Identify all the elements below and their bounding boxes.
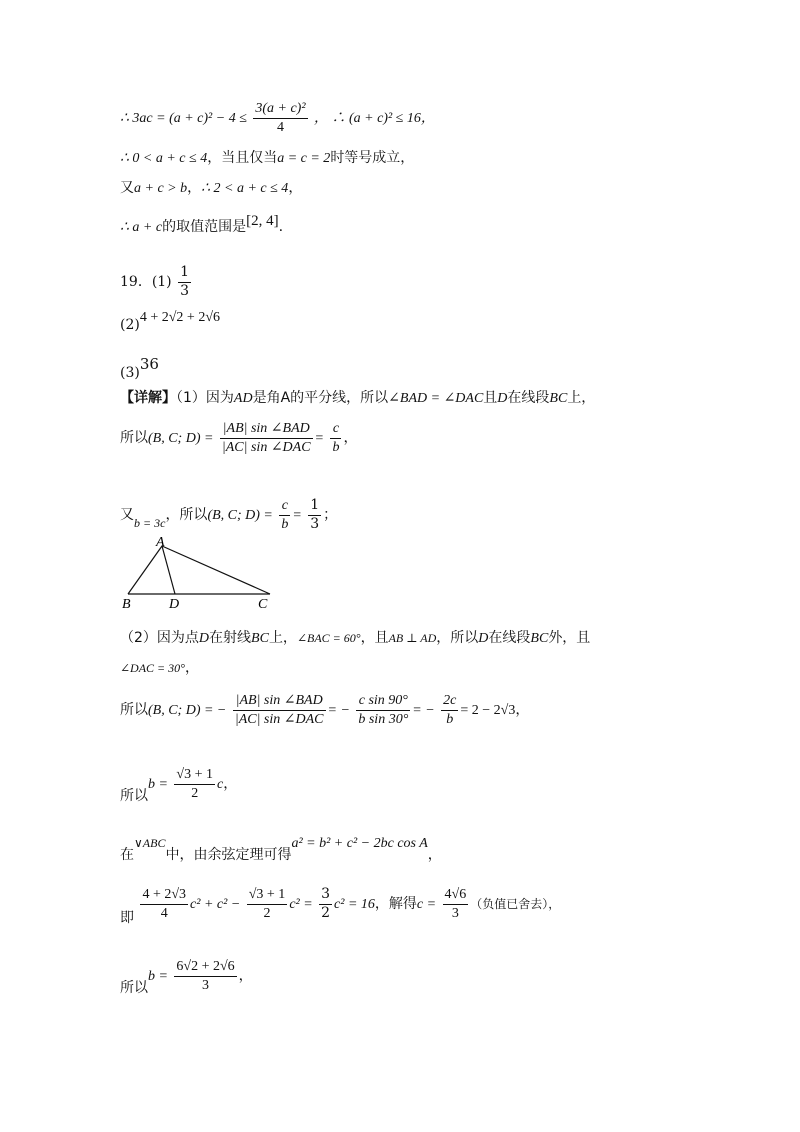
label: (3) [120,365,140,381]
answer-3 [120,357,159,380]
detail-line-4 [120,631,590,646]
var: c [217,777,224,792]
text: . [278,219,284,235]
detail-line-10 [120,958,253,995]
text: ，当且仅当 [207,150,278,166]
text: ，且 [360,630,389,646]
text: 在线段 [507,390,550,406]
fraction: $\frac{c}{b}$ [332,421,340,455]
answer-1 [120,264,193,300]
label: (2) [120,317,140,333]
triangle-figure [118,534,278,614]
text: （1）因为 [176,390,234,406]
text: ， [515,702,530,718]
text: 外，且 [548,630,591,646]
result: = 2 − 2√3 [460,703,516,718]
label-d: D [169,597,180,612]
text: 上， [268,630,297,646]
cross-ratio: (B, C; D) = [148,431,214,446]
text: 在线段 [488,630,531,646]
fraction: $\frac{c}{b}$ [281,498,289,532]
text: ， [187,180,202,196]
perp: AB ⊥ AD [388,631,437,645]
fraction: $\frac{1}{3}$ [310,497,320,532]
text: 所以 [120,788,148,804]
eq: a = c = 2 [277,151,331,166]
text: 中，由余弦定理可得 [165,847,292,863]
text: （2）因为点 [120,630,199,646]
ray: BC [251,631,269,646]
detail-tag: 【详解】 [120,390,176,406]
point: D [478,631,489,646]
text: 又 [120,180,134,196]
text: 的取值范围是 [162,219,247,235]
point: D [198,631,210,646]
ineq: ∴ 2 < a + c ≤ 4 [201,181,289,196]
law-of-cosines: a² = b² + c² − 2bc cos A [291,836,428,851]
fraction: $\frac{\text{|AB| sin ∠BAD}}{\text{|AC| sin ∠DAC}}$ [221,421,311,455]
segment-ad [162,546,175,594]
text: 所以 [120,430,148,446]
line-3 [120,181,302,196]
eq: b = 3c [134,516,166,530]
detail-line-7 [120,766,237,803]
text: ， [427,847,442,863]
seg: BC [549,391,568,406]
text: 时等号成立， [330,150,415,166]
expr: c² = 16 [334,897,375,912]
fraction: $\frac{1}{3}$ [180,264,190,299]
text: 在射线 [209,630,252,646]
expr: ∴ a + c [120,220,163,235]
expr: c² = [289,897,313,912]
text: ； [323,507,338,523]
side-ac [162,546,270,594]
fraction: $\frac{6√2 + 2√6}{3}$ [176,959,235,993]
detail-line-8 [120,836,442,862]
line-1 [120,100,435,136]
text: ， [238,968,253,984]
text: 在 [120,847,134,863]
text: 是角A的平分线，所以 [252,390,389,406]
answer-value: 4 + 2√2 + 2√6 [139,310,221,325]
line-4 [120,214,283,235]
detail-line-2 [120,420,357,456]
eq: c = [416,897,437,912]
fraction: $\frac{2c}{b}$ [443,693,457,727]
side-ab [128,546,162,594]
detail-line-3 [120,497,337,533]
detail-line-1 [120,391,595,406]
text: 上， [567,390,596,406]
angle: ∠DAC = 30° [120,661,185,675]
label-b: B [122,597,131,612]
ineq: ∴ 0 < a + c ≤ 4 [120,151,208,166]
text: ， [343,430,358,446]
eq: b = [148,969,168,984]
text: ， [184,660,199,676]
text: 且 [483,390,498,406]
label-a: A [156,535,165,550]
question-number: 19．(1) [120,274,172,290]
eq-ac-squared: ， ∴ (a + c)² ≤ 16， [313,111,435,126]
angle: ∠BAC = 60° [296,631,361,645]
text: 即 [120,910,134,926]
text: ， [288,180,303,196]
fraction: $\frac{√3 + 1}{2}$ [248,887,286,921]
point: D [497,391,508,406]
eq: = [314,431,324,446]
answer-value: 36 [139,355,159,373]
eq: = − [327,703,350,718]
eq-3ac: ∴ 3ac = (a + c)² − 4 ≤ [120,111,247,126]
detail-line-5 [120,661,199,675]
fraction: $\frac{4 + 2√3}{4}$ [142,887,187,921]
text: ，解得 [374,896,417,912]
cross-ratio: (B, C; D) = [207,508,273,523]
text: 又 [120,507,134,523]
text: 所以 [120,702,148,718]
text: ，所以 [165,507,208,523]
fraction: $\frac{3}{2}$ [321,886,331,921]
ineq: a + c > b [134,181,188,196]
eq: ∠BAD = ∠DAC [388,391,484,406]
fraction: $\frac{\text{c sin 90°}}{\text{b sin 30°}}$ [358,693,409,727]
eq: b = [148,777,168,792]
fraction: $\frac{4√6}{3}$ [444,887,467,921]
seg: AD [233,391,253,406]
eq: = − [412,703,435,718]
interval: [2, 4] [246,213,279,229]
fraction: $\frac{\text{|AB| sin ∠BAD}}{\text{|AC| sin ∠DAC}}$ [234,693,324,727]
seg: BC [530,631,549,646]
label-c: C [258,597,268,612]
text: ，所以 [436,630,479,646]
fraction: $\frac{√3 + 1}{2}$ [176,767,213,801]
triangle: ∨ABC [134,836,166,850]
fraction: $\frac{\text{3(a + c)²}}{4}$ [255,101,306,135]
detail-line-9 [120,886,560,925]
text: （负值已舍去）， [470,897,561,911]
text: ， [223,776,238,792]
eq: = [292,508,302,523]
expr: c² + c² − [190,897,241,912]
cross-ratio: (B, C; D) = − [148,703,227,718]
line-2 [120,151,414,166]
answer-2 [120,310,220,332]
detail-line-6 [120,692,529,728]
text: 所以 [120,980,148,996]
